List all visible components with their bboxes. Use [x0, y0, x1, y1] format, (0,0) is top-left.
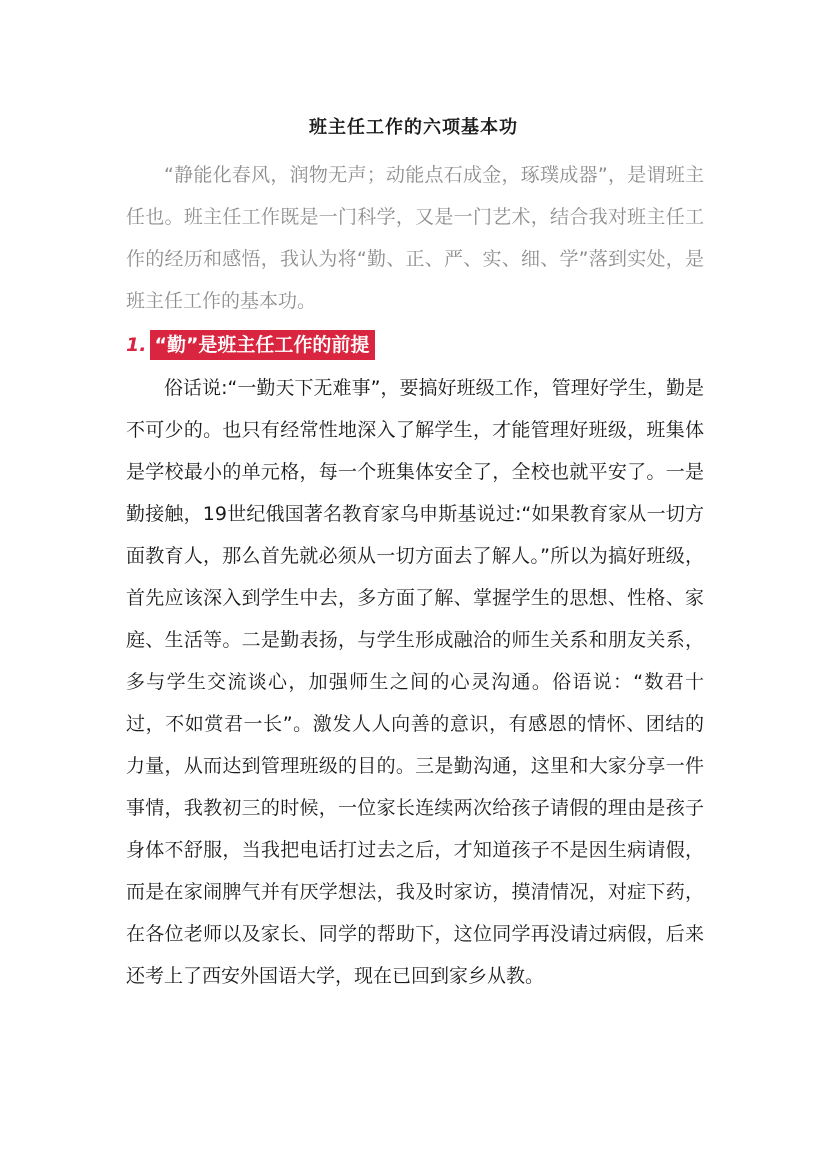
section-body-paragraph: 俗话说:“一勤天下无难事”，要搞好班级工作，管理好学生，勤是不可少的。也只有经常性地深入了解学生，才能管理好班级，班集体是学校最小的单元格，每一个班集体安全了，全校也就平安了。一是勤接触，19世纪俄国著名教育家乌申斯基说过:“如果教育家从一切方面教育人，那么首先就必须从一切方面去了解人。”所以为搞好班级，首先应该深入到学生中去，多方面了解、掌握学生的思想、性格、家庭、生活等。二是勤表扬，与学生形成融洽的师生关系和朋友关系，多与学生交流谈心，加强师生之间的心灵沟通。俗语说：“数君十过，不如赏君一长”。激发人人向善的意识，有感恩的情怀、团结的力量，从而达到管理班级的目的。三是勤沟通，这里和大家分享一件事情，我教初三的时候，一位家长连续两次给孩子请假的理由是孩子身体不舒服，当我把电话打过去之后，才知道孩子不是因生病请假，而是在家闹脾气并有厌学想法，我及时家访，摸清情况，对症下药，在各位老师以及家长、同学的帮助下，这位同学再没请过病假，后来还考上了西安外国语大学，现在已回到家乡从教。 [126, 377, 704, 987]
section-heading [126, 330, 375, 360]
section-number: 1. [126, 334, 147, 356]
section-heading-label: “勤”是班主任工作的前提 [150, 330, 375, 360]
document-title: 班主任工作的六项基本功 [309, 117, 518, 138]
intro-paragraph: “静能化春风，润物无声；动能点石成金，琢璞成器”，是谓班主任也。班主任工作既是一门科学，又是一门艺术，结合我对班主任工作的经历和感悟，我认为将“勤、正、严、实、细、学”落到实处，是班主任工作的基本功。 [126, 164, 704, 312]
